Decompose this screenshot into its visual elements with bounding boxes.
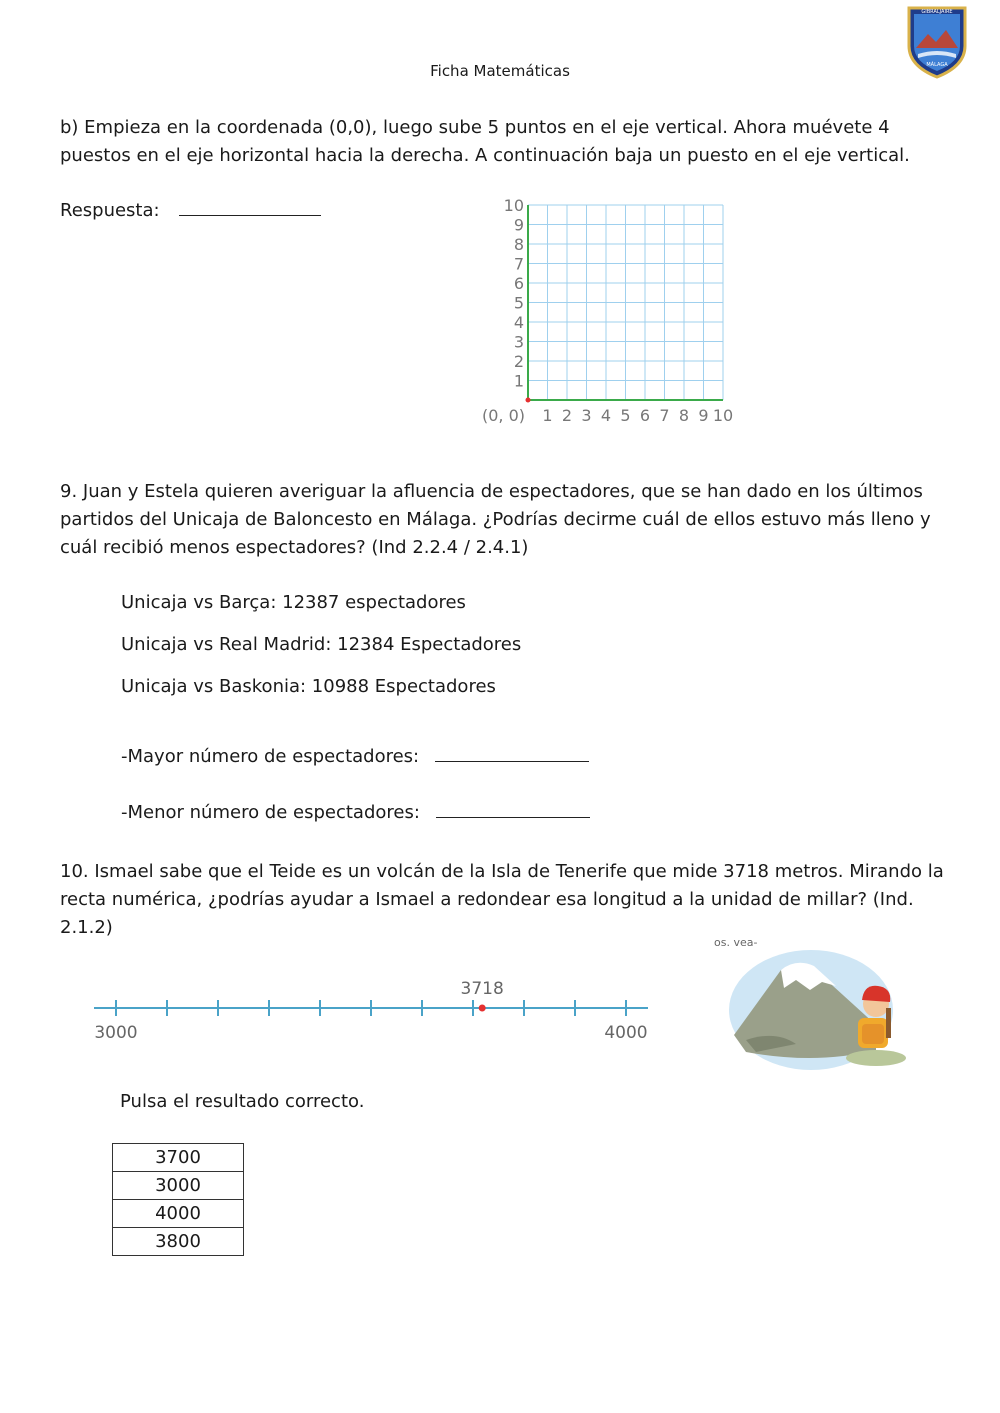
y-tick-label: 8 [513,235,524,254]
logo-text-top: GIBRALJAIRE [921,9,953,15]
x-tick-label: 6 [639,406,651,425]
y-tick-label: 5 [513,293,524,313]
y-tick-label: 7 [513,254,524,274]
answer-options-table [112,1143,244,1256]
y-tick-label: 2 [513,352,524,371]
number-line [88,970,658,1042]
mountain-hiker-illustration [726,940,916,1075]
question-9-text: 9. Juan y Estela quieren averiguar la afluencia de espectadores, que se han dado en los últimos partidos del Unicaja de Baloncesto en Málaga. ¿Podrías decirme cuál de ellos estuvo más lleno y cuál recibió menos espectadores? (Ind 2.2.4 / 2.4.1) [60,481,931,558]
x-tick-label: 9 [698,406,709,425]
y-tick-label: 4 [513,313,524,332]
number-line-marked-point [479,1005,486,1012]
match-item: Unicaja vs Barça: 12387 espectadores [121,592,466,613]
option-3700[interactable]: 3700 [113,1144,244,1172]
x-tick-label: 3 [581,406,592,425]
y-tick-label: 1 [513,371,524,391]
max-spectators-blank[interactable] [435,761,589,762]
image-caption: os. vea- [714,936,758,949]
answer-blank[interactable] [179,215,321,216]
section-b-instructions: b) Empieza en la coordenada (0,0), luego sube 5 puntos en el eje vertical. Ahora muévete 4 puestos en el eje horizontal hacia la derecha. A continuación baja un puesto en el eje vertical. [60,117,910,166]
x-tick-label: 2 [561,406,573,425]
match-item: Unicaja vs Real Madrid: 12384 Espectadores [121,634,522,655]
y-tick-label: 3 [513,332,524,352]
match-item: Unicaja vs Baskonia: 10988 Espectadores [121,676,496,697]
min-spectators-blank[interactable] [436,817,590,818]
origin-label: (0, 0) [481,406,525,425]
option-3000[interactable]: 3000 [113,1172,244,1200]
max-spectators-label: -Mayor número de espectadores: [121,746,420,767]
min-spectators-row [121,802,590,823]
number-line-end-label: 4000 [604,1023,648,1042]
coordinate-grid [478,196,740,430]
min-spectators-label: -Menor número de espectadores: [121,802,420,823]
x-tick-label: 7 [659,406,670,425]
answer-prompt: Pulsa el resultado correcto. [120,1091,365,1112]
question-10-text: 10. Ismael sabe que el Teide es un volcán de la Isla de Tenerife que mide 3718 metros. Mirando la recta numérica, ¿podrías ayudar a Ismael a redondear esa longitud a la unidad de millar? (Ind. 2.1.2) [60,861,944,938]
x-tick-label: 8 [678,406,690,425]
x-tick-label: 1 [542,406,553,425]
answer-row [60,200,321,221]
x-tick-label: 10 [712,406,734,425]
option-4000[interactable]: 4000 [113,1200,244,1228]
max-spectators-row [121,746,589,767]
logo-text-bottom: MÁLAGA [926,62,948,68]
x-tick-label: 5 [620,406,631,425]
answer-label: Respuesta: [60,200,160,221]
origin-point [526,398,531,403]
option-3800[interactable]: 3800 [113,1228,244,1256]
x-tick-label: 4 [600,406,612,425]
y-tick-label: 6 [513,274,524,293]
number-line-marked-label: 3718 [460,979,504,999]
y-tick-label: 10 [503,196,524,215]
number-line-start-label: 3000 [94,1023,138,1042]
y-tick-label: 9 [513,215,524,235]
page-title: Ficha Matemáticas [430,62,570,80]
school-shield-logo [906,4,968,80]
